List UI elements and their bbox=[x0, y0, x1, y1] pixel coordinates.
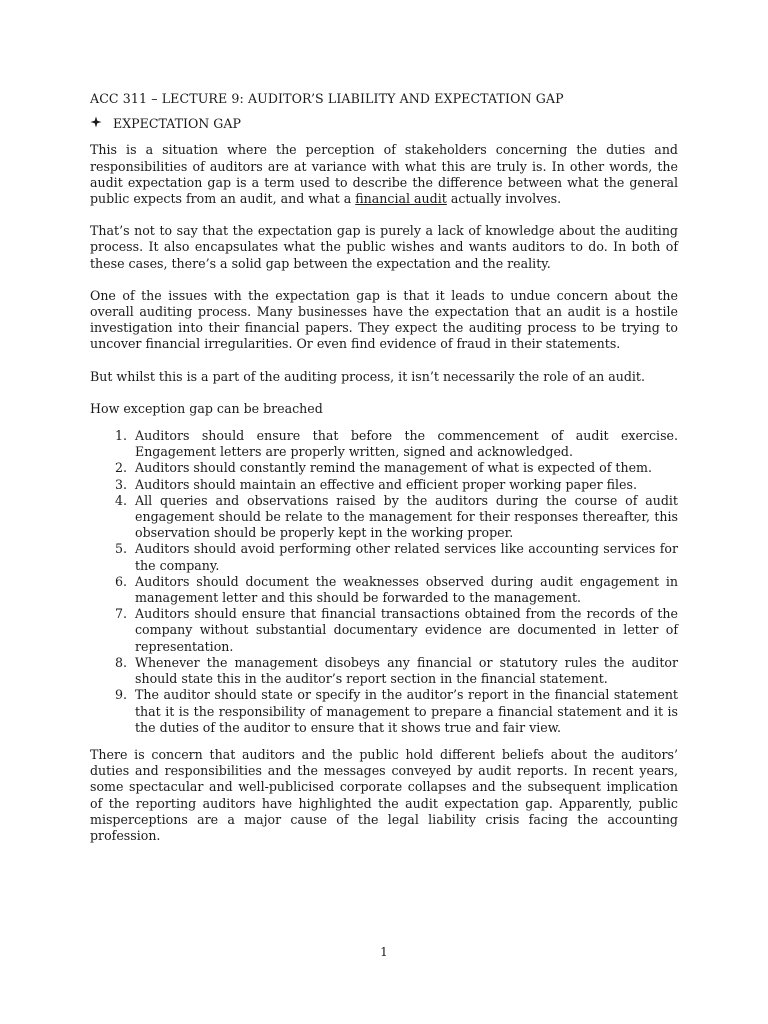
list-item-text: All queries and observations raised by the auditors during the course of audit engagement should be relate to the management for their responses thereafter, this observation should be properly kept in the working proper. bbox=[135, 492, 678, 541]
list-item-number: 5. bbox=[114, 541, 127, 557]
list-item-text: Auditors should avoid performing other related services like accounting services for the company. bbox=[135, 541, 678, 573]
list-item bbox=[90, 606, 678, 655]
document-page bbox=[90, 91, 678, 860]
section-heading-text: EXPECTATION GAP bbox=[113, 116, 241, 132]
paragraph-4: But whilst this is a part of the auditing process, it isn’t necessarily the role of an audit. bbox=[90, 368, 645, 384]
list-item-number: 7. bbox=[114, 606, 127, 622]
list-item bbox=[90, 687, 678, 736]
list-item-text: The auditor should state or specify in the auditor’s report in the financial statement that it is the responsibility of management to prepare a financial statement and it is the duties of the auditor to ensure that it shows true and fair view. bbox=[135, 687, 678, 735]
document-title: ACC 311 – LECTURE 9: AUDITOR’S LIABILITY AND EXPECTATION GAP bbox=[90, 91, 564, 106]
list-item bbox=[90, 477, 678, 493]
page-number: 1 bbox=[380, 945, 388, 959]
list-item-text: Auditors should maintain an effective and efficient proper working paper files. bbox=[135, 476, 637, 492]
list-item bbox=[90, 655, 678, 687]
paragraph-1-end: actually involves. bbox=[446, 191, 562, 207]
list-item-text: Auditors should document the weaknesses observed during audit engagement in management letter and this should be forwarded to the management. bbox=[135, 573, 678, 606]
list-item-number: 2. bbox=[114, 460, 127, 476]
list-item-number: 6. bbox=[114, 573, 127, 589]
list-item bbox=[90, 428, 678, 460]
list-item bbox=[90, 574, 678, 606]
list-item-text: Auditors should constantly remind the management of what is expected of them. bbox=[135, 460, 653, 476]
list-item bbox=[90, 493, 678, 542]
list-item-number: 4. bbox=[114, 492, 127, 508]
paragraph-5: There is concern that auditors and the public hold different beliefs about the auditors’ duties and responsibilities and the messages conveyed by audit reports. In recent years, some spectacular and well-publicised corporate collapses and the subsequent implication of the reporting auditors have highlighted the audit expectation gap. Apparently, public misperceptions are a major cause of the legal liability crisis facing the accounting profession. bbox=[90, 746, 678, 843]
list-item bbox=[90, 460, 678, 476]
list-item-number: 3. bbox=[114, 476, 127, 492]
diamond-bullet-icon bbox=[90, 116, 113, 133]
section-heading bbox=[90, 116, 678, 133]
paragraph-1-text: This is a situation where the perception of stakeholders concerning the duties and responsibilities of auditors are at variance with what this are truly is. In other words, the audit expectation gap is a term used to describe the difference between what the general public expects from an audit, and what a bbox=[90, 142, 678, 207]
numbered-list bbox=[90, 428, 678, 736]
paragraph-2: That’s not to say that the expectation gap is purely a lack of knowledge about the auditing process. It also encapsulates what the public wishes and wants auditors to do. In both of these cases, there’s a solid gap between the expectation and the reality. bbox=[90, 223, 678, 271]
paragraph-1 bbox=[90, 142, 678, 207]
list-item-number: 8. bbox=[114, 654, 127, 670]
financial-audit-link[interactable]: financial audit bbox=[355, 191, 447, 207]
list-item-number: 1. bbox=[114, 428, 127, 444]
list-item-text: Auditors should ensure that before the commencement of audit exercise. Engagement letters are properly written, signed and acknowledged. bbox=[135, 428, 678, 460]
list-intro: How exception gap can be breached bbox=[90, 400, 323, 416]
list-item bbox=[90, 541, 678, 573]
list-item-text: Auditors should ensure that financial transactions obtained from the records of the company without substantial documentary evidence are documented in letter of representation. bbox=[135, 606, 678, 654]
paragraph-3: One of the issues with the expectation gap is that it leads to undue concern about the overall auditing process. Many businesses have the expectation that an audit is a hostile investigation into their financial papers. They expect the auditing process to be trying to uncover financial irregularities. Or even find evidence of fraud in their statements. bbox=[90, 287, 678, 352]
list-item-text: Whenever the management disobeys any financial or statutory rules the auditor should state this in the auditor’s report section in the financial statement. bbox=[135, 654, 678, 687]
list-item-number: 9. bbox=[114, 687, 127, 703]
